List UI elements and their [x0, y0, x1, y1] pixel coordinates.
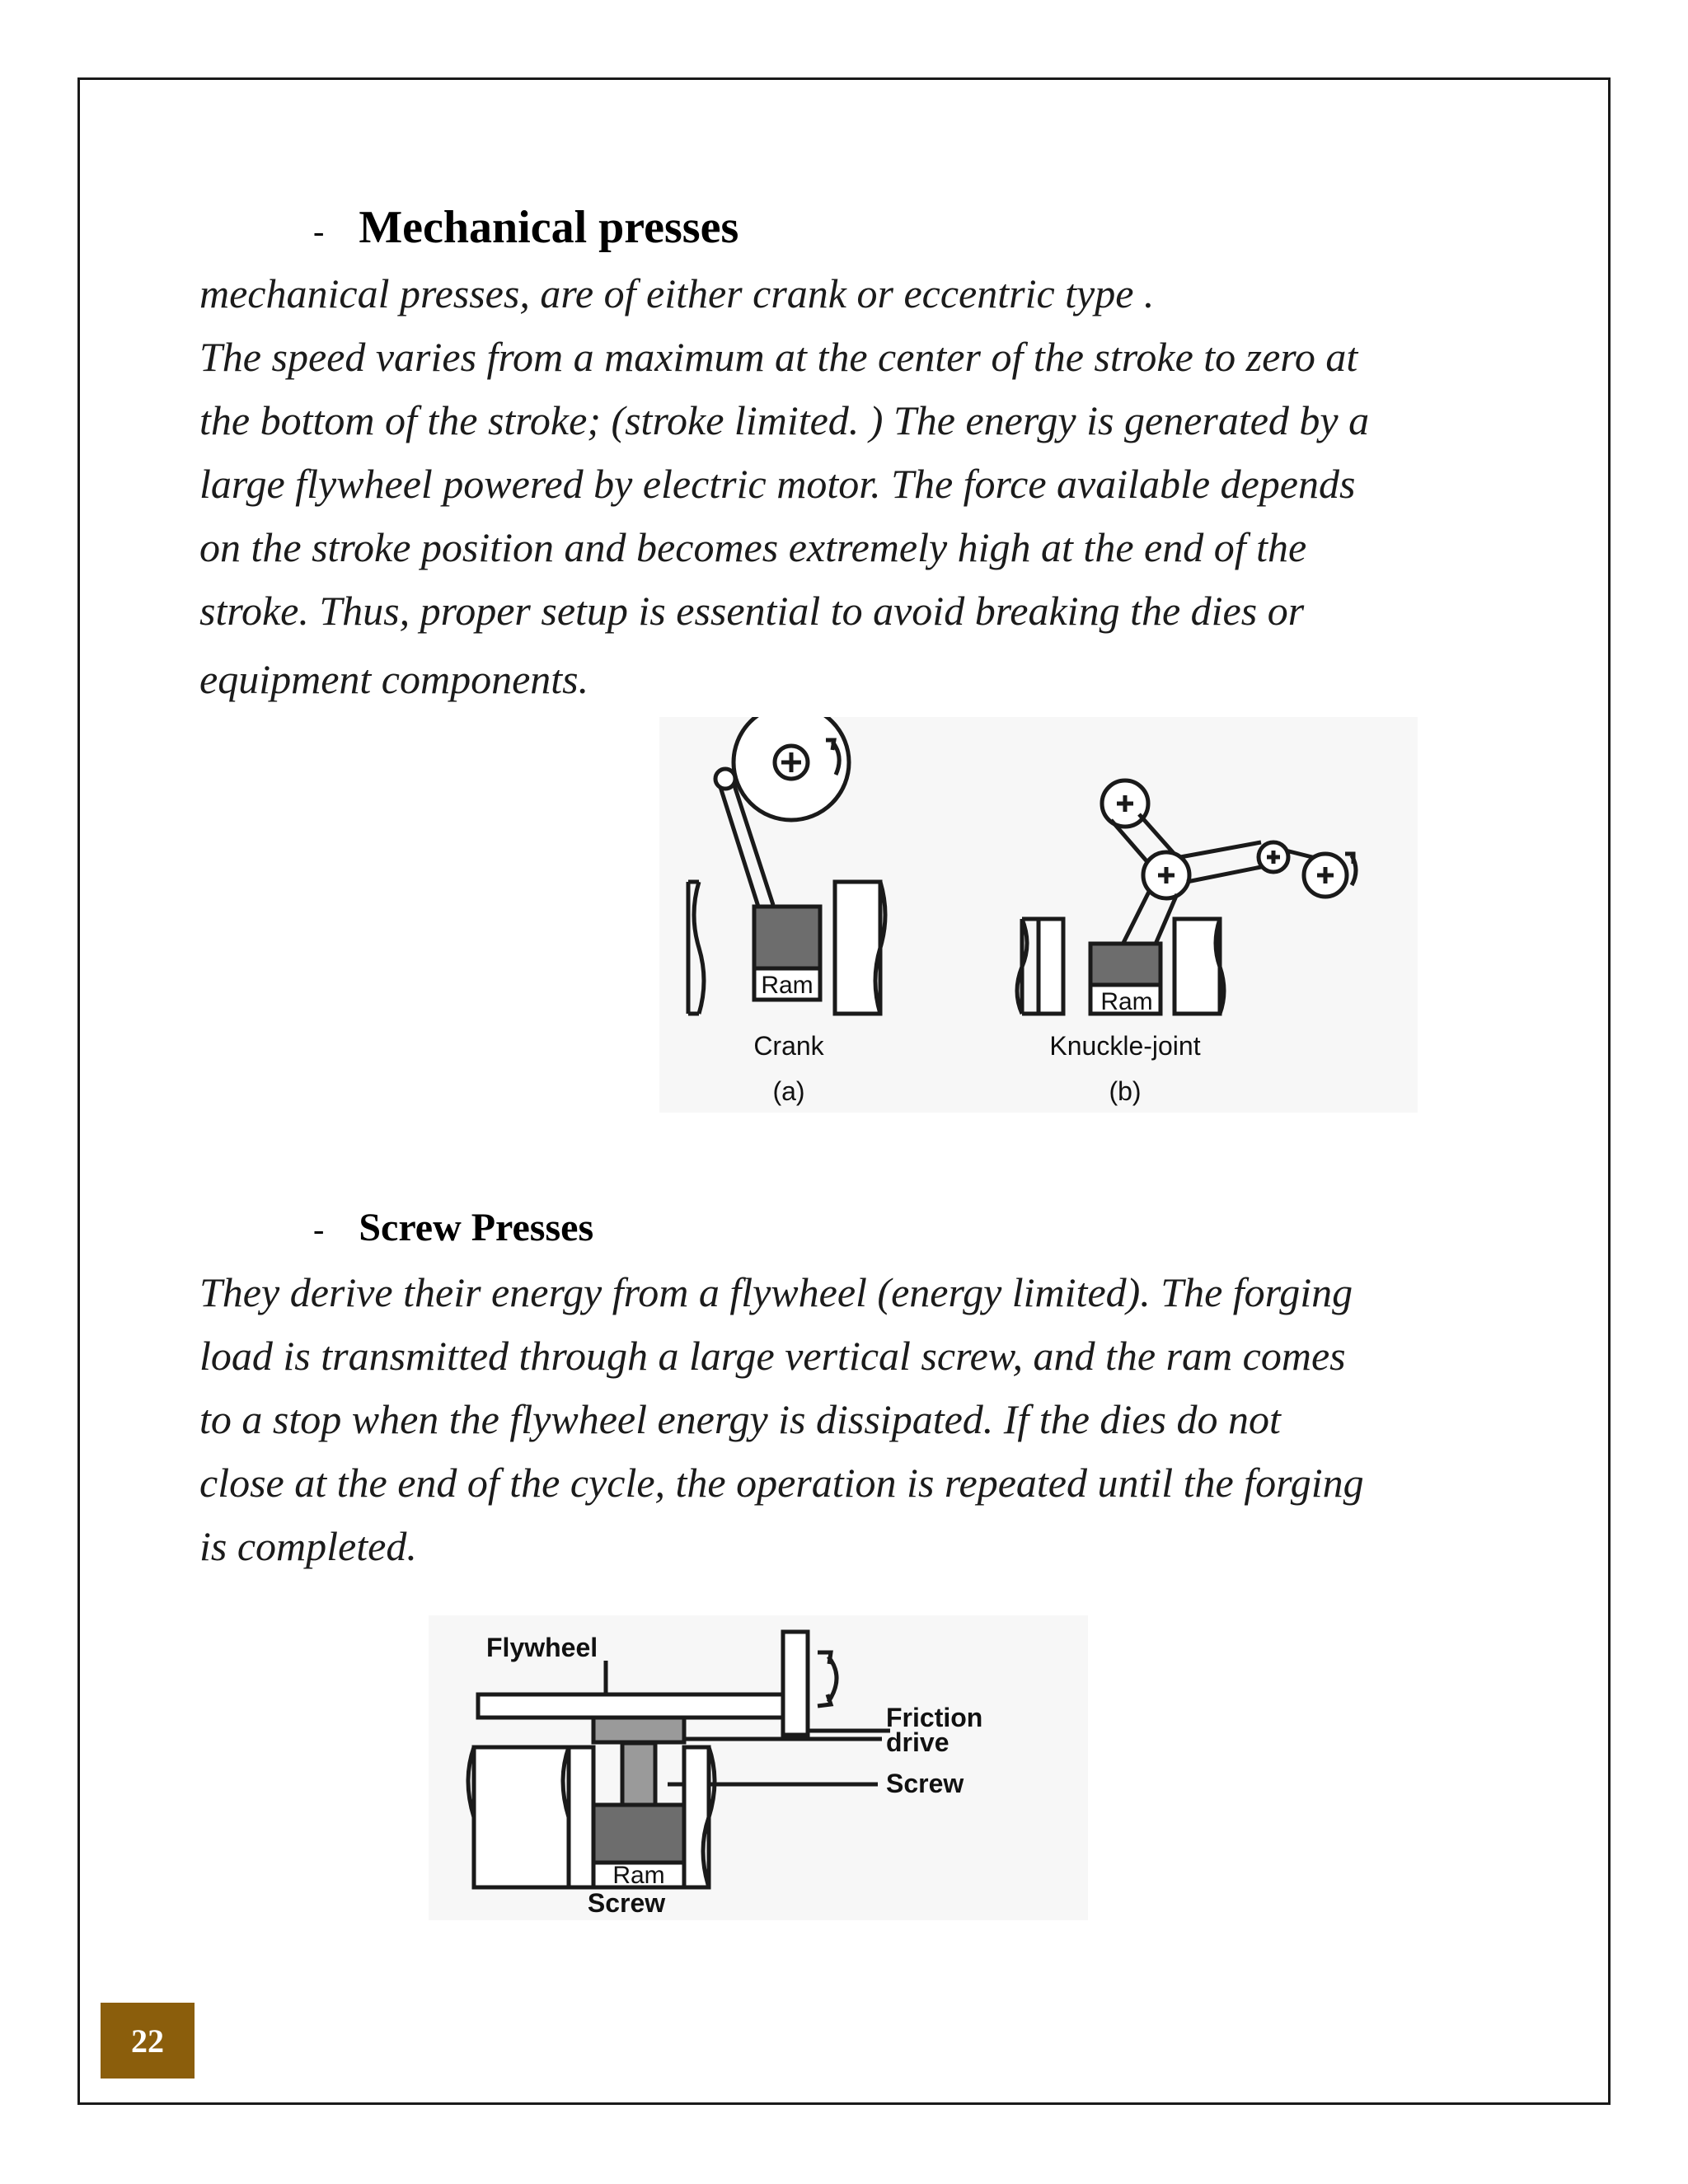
section-heading-screw-presses	[313, 1205, 593, 1250]
knuckle-sub-label: (b)	[1109, 1076, 1142, 1106]
paragraph-line: large flywheel powered by electric motor. The force available depends	[199, 461, 1356, 507]
paragraph-mechanical-presses	[199, 326, 1369, 711]
paragraph-line: close at the end of the cycle, the operation is repeated until the forging	[199, 1460, 1364, 1506]
crank-ram-label: Ram	[761, 972, 814, 999]
friction-drive-label-2: drive	[886, 1727, 950, 1757]
knuckle-ram-label: Ram	[1100, 988, 1153, 1015]
section-heading-mechanical-presses	[313, 201, 738, 254]
paragraph-line: stroke. Thus, proper setup is essential to avoid breaking the dies or	[199, 588, 1305, 634]
paragraph-line: on the stroke position and becomes extremely high at the end of the	[199, 524, 1307, 570]
paragraph-line: equipment components.	[199, 656, 589, 702]
paragraph-intro	[199, 262, 1154, 326]
heading-text: Mechanical presses	[359, 202, 739, 253]
paragraph-line: mechanical presses, are of either crank or eccentric type .	[199, 270, 1155, 316]
screw-label: Screw	[886, 1769, 964, 1798]
figure-screw-press	[429, 1615, 1088, 1920]
heading-text: Screw Presses	[359, 1206, 594, 1249]
heading-bullet: -	[313, 213, 325, 250]
screw-caption: Screw	[587, 1888, 666, 1918]
flywheel-label: Flywheel	[486, 1633, 598, 1662]
paragraph-line: is completed.	[199, 1523, 417, 1569]
figure-crank-knuckle-presses	[659, 717, 1418, 1113]
friction-drive-label-1: Friction	[886, 1703, 983, 1732]
paragraph-line: the bottom of the stroke; (stroke limited. ) The energy is generated by a	[199, 397, 1370, 443]
paragraph-line: to a stop when the flywheel energy is dissipated. If the dies do not	[199, 1396, 1281, 1442]
paragraph-line: They derive their energy from a flywheel (energy limited). The forging	[199, 1269, 1353, 1315]
knuckle-caption: Knuckle-joint	[1049, 1031, 1201, 1061]
paragraph-line: The speed varies from a maximum at the center of the stroke to zero at	[199, 334, 1358, 380]
page-number-badge: 22	[101, 2003, 195, 2079]
crank-sub-label: (a)	[772, 1076, 805, 1106]
paragraph-line: load is transmitted through a large vertical screw, and the ram comes	[199, 1333, 1346, 1379]
crank-caption: Crank	[753, 1031, 824, 1061]
ram-label: Ram	[612, 1862, 665, 1889]
paragraph-screw-presses	[199, 1261, 1364, 1578]
heading-bullet: -	[313, 1211, 325, 1248]
